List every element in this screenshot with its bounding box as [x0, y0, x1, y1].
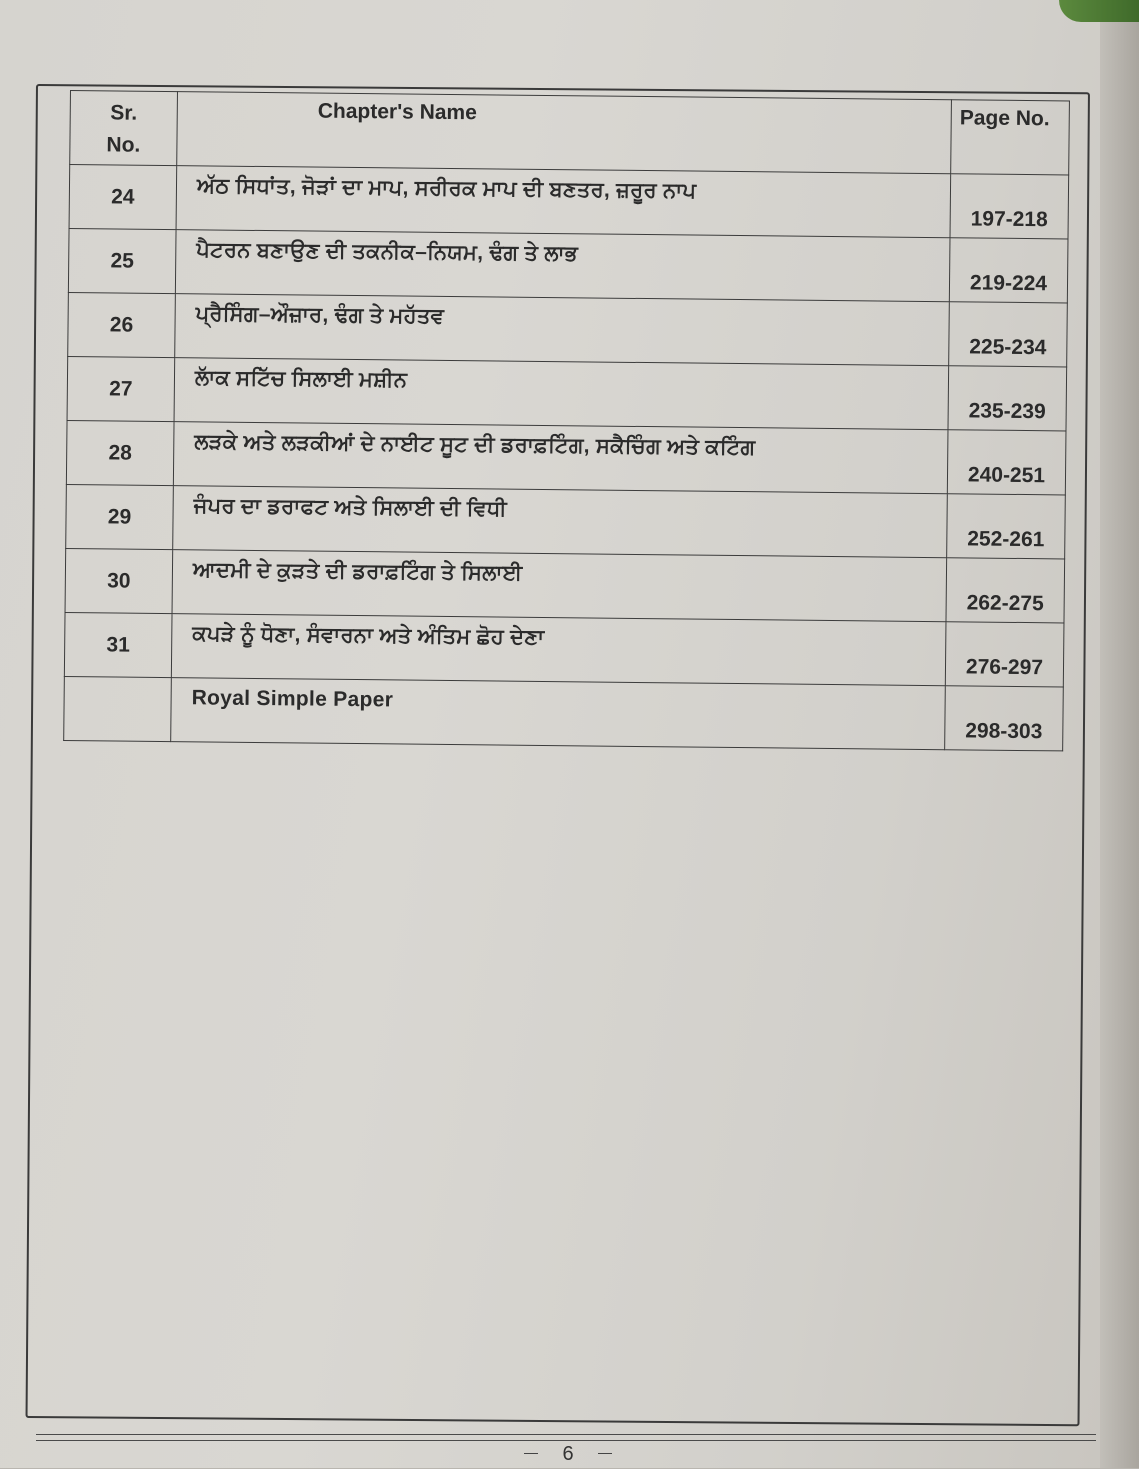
chapter-name-cell: ਪ੍ਰੈਸਿੰਗ–ਔਜ਼ਾਰ, ਢੰਗ ਤੇ ਮਹੱਤਵ: [175, 294, 950, 366]
chapter-name-header: Chapter's Name: [177, 92, 952, 174]
chapter-name-cell: ਅੱਠ ਸਿਧਾਂਤ, ਜੋੜਾਂ ਦਾ ਮਾਪ, ਸਰੀਰਕ ਮਾਪ ਦੀ ਬਣਤਰ, ਜ਼ਰੂਰ ਨਾਪ: [176, 166, 951, 238]
sr-cell: 24: [69, 165, 177, 230]
page-number-text: 6: [562, 1443, 574, 1465]
header-row: [70, 91, 1070, 175]
page-range-cell: 225-234: [949, 302, 1068, 367]
page-range-cell: 240-251: [947, 430, 1066, 495]
page-no-header: Page No.: [951, 100, 1070, 175]
ornament-left: [524, 1453, 538, 1454]
sr-header-line2: No.: [106, 133, 141, 157]
sr-cell: [64, 676, 172, 741]
ornament-right: [598, 1453, 612, 1454]
sr-cell: 30: [65, 548, 173, 613]
footer-rule: [36, 1434, 1096, 1435]
chapter-name-cell: ਜੰਪਰ ਦਾ ਡਰਾਫਟ ਅਤੇ ਸਿਲਾਈ ਦੀ ਵਿਧੀ: [173, 486, 948, 558]
contents-table: [63, 90, 1070, 751]
page-range-cell: 219-224: [949, 238, 1068, 303]
table-row: [69, 165, 1069, 239]
page-number: [538, 1443, 598, 1469]
sr-cell: 28: [66, 420, 174, 485]
sr-cell: 31: [64, 612, 172, 677]
chapter-name-cell: ਲੜਕੇ ਅਤੇ ਲੜਕੀਆਂ ਦੇ ਨਾਈਟ ਸੂਟ ਦੀ ਡਰਾਫ਼ਟਿੰਗ, ਸਕੈਚਿੰਗ ਅਤੇ ਕਟਿੰਗ: [173, 422, 948, 494]
background-leaf: [1059, 0, 1139, 22]
table-row: [68, 292, 1068, 366]
table-row: [64, 612, 1064, 686]
table-row: [64, 676, 1064, 750]
page-range-cell: 262-275: [946, 558, 1065, 623]
sr-cell: 27: [67, 356, 175, 421]
sr-cell: 25: [68, 228, 176, 293]
sr-no-header: [70, 91, 178, 166]
table-row: [67, 356, 1067, 430]
chapter-name-cell: ਲਾੱਕ ਸਟਿੱਚ ਸਿਲਾਈ ਮਸ਼ੀਨ: [174, 358, 949, 430]
sr-cell: 29: [66, 484, 174, 549]
page-edge: [1100, 0, 1139, 1468]
page-range-cell: 197-218: [950, 174, 1069, 239]
footer-rule: [36, 1440, 1096, 1441]
table-row: [65, 548, 1065, 622]
table-row: [66, 484, 1066, 558]
sr-header-line1: Sr.: [110, 101, 138, 125]
chapter-name-cell: Royal Simple Paper: [171, 678, 946, 750]
page-range-cell: 235-239: [948, 366, 1067, 431]
chapter-name-cell: ਆਦਮੀ ਦੇ ਕੁੜਤੇ ਦੀ ਡਰਾਫ਼ਟਿੰਗ ਤੇ ਸਿਲਾਈ: [172, 550, 947, 622]
sr-cell: 26: [68, 292, 176, 357]
table-row: [66, 420, 1066, 494]
page-range-cell: 298-303: [945, 686, 1064, 751]
chapter-name-cell: ਪੈਟਰਨ ਬਣਾਉਣ ਦੀ ਤਕਨੀਕ–ਨਿਯਮ, ਢੰਗ ਤੇ ਲਾਭ: [175, 230, 950, 302]
table-row: [68, 228, 1068, 302]
page-range-cell: 276-297: [945, 622, 1064, 687]
page-range-cell: 252-261: [947, 494, 1066, 559]
chapter-name-cell: ਕਪੜੇ ਨੂੰ ਧੋਣਾ, ਸੰਵਾਰਨਾ ਅਤੇ ਅੰਤਿਮ ਛੋਹ ਦੇਣਾ: [171, 614, 946, 686]
